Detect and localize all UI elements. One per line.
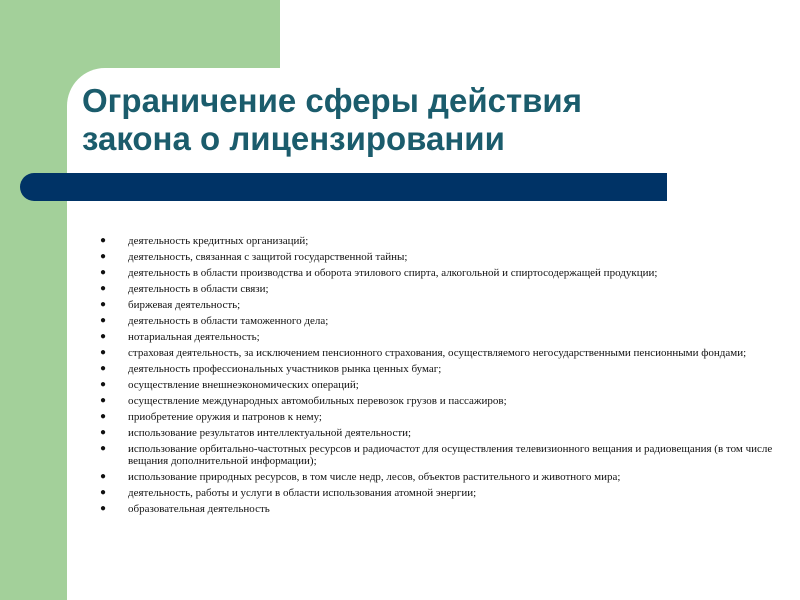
bullet-icon: ●	[100, 283, 107, 294]
bullet-icon: ●	[100, 503, 107, 514]
bullet-icon: ●	[100, 267, 107, 278]
list-item	[100, 363, 780, 375]
list-item	[100, 427, 780, 439]
list-item-text: использование природных ресурсов, в том числе недр, лесов, объектов растительного и животного мира;	[128, 471, 621, 483]
bullet-icon: ●	[100, 471, 107, 482]
bullet-icon: ●	[100, 411, 107, 422]
list-item	[100, 443, 780, 467]
list-item	[100, 331, 780, 343]
slide-title-line-1: Ограничение сферы действия	[82, 82, 582, 119]
list-item-text: деятельность профессиональных участников рынка ценных бумаг;	[128, 363, 442, 375]
list-item	[100, 487, 780, 499]
list-item-text: нотариальная деятельность;	[128, 331, 260, 343]
slide-title	[82, 82, 702, 158]
list-item-text: деятельность в области производства и оборота этилового спирта, алкогольной и спиртосодержащей продукции;	[128, 267, 658, 279]
list-item	[100, 503, 780, 515]
bullet-icon: ●	[100, 331, 107, 342]
list-item	[100, 315, 780, 327]
list-item	[100, 251, 780, 263]
list-item	[100, 347, 780, 359]
list-item-text: осуществление внешнеэкономических операций;	[128, 379, 359, 391]
bullet-icon: ●	[100, 347, 107, 358]
bullet-icon: ●	[100, 379, 107, 390]
list-item	[100, 379, 780, 391]
bullet-icon: ●	[100, 427, 107, 438]
list-item	[100, 235, 780, 247]
bullet-icon: ●	[100, 363, 107, 374]
bullet-icon: ●	[100, 315, 107, 326]
bullet-icon: ●	[100, 487, 107, 498]
list-item	[100, 267, 780, 279]
list-item	[100, 299, 780, 311]
bullet-icon: ●	[100, 395, 107, 406]
list-item-text: образовательная деятельность	[128, 503, 270, 515]
title-underline-bar	[20, 173, 667, 201]
list-item-text: деятельность кредитных организаций;	[128, 235, 309, 247]
list-item	[100, 283, 780, 295]
decorative-green-block-left	[0, 0, 67, 600]
bullet-icon: ●	[100, 299, 107, 310]
list-item	[100, 411, 780, 423]
list-item-text: страховая деятельность, за исключением пенсионного страхования, осуществляемого негосударственными пенсионными фондами;	[128, 347, 747, 359]
list-item-text: деятельность, связанная с защитой государственной тайны;	[128, 251, 408, 263]
list-item-text: использование орбитально-частотных ресурсов и радиочастот для осуществления телевизионного вещания и радиовещания (в том числе вещания дополнительной информации);	[128, 443, 773, 467]
bullet-icon: ●	[100, 443, 107, 454]
list-item	[100, 395, 780, 407]
list-item-text: биржевая деятельность;	[128, 299, 241, 311]
list-item-text: деятельность в области связи;	[128, 283, 269, 295]
list-item	[100, 471, 780, 483]
list-item-text: деятельность, работы и услуги в области использования атомной энергии;	[128, 487, 477, 499]
bullet-icon: ●	[100, 235, 107, 246]
bullet-list	[100, 235, 780, 519]
list-item-text: деятельность в области таможенного дела;	[128, 315, 329, 327]
list-item-text: использование результатов интеллектуальной деятельности;	[128, 427, 412, 439]
list-item-text: приобретение оружия и патронов к нему;	[128, 411, 322, 423]
list-item-text: осуществление международных автомобильных перевозок грузов и пассажиров;	[128, 395, 507, 407]
bullet-icon: ●	[100, 251, 107, 262]
slide-title-line-2: закона о лицензировании	[82, 120, 505, 157]
